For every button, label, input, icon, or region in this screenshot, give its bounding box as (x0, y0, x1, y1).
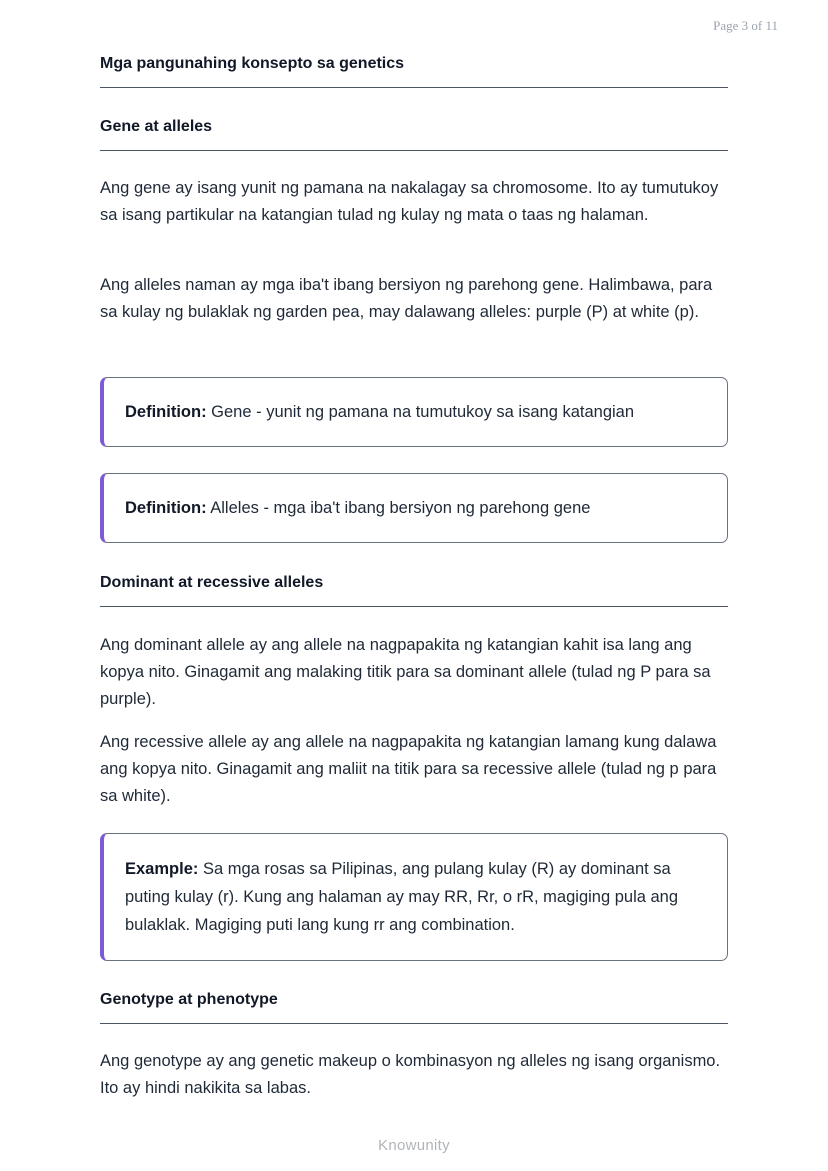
paragraph: Ang alleles naman ay mga iba't ibang bersiyon ng parehong gene. Halimbawa, para sa kulay ng bulaklak ng garden pea, may dalawang alleles: purple (P) at white (p). (100, 276, 713, 321)
section-heading-gene-alleles: Gene at alleles (100, 117, 728, 151)
page-title: Mga pangunahing konsepto sa genetics (100, 54, 728, 88)
callout-text: Gene - yunit ng pamana na tumutukoy sa isang katangian (211, 403, 635, 421)
example-callout (100, 833, 728, 961)
callout-label: Definition: (125, 403, 207, 421)
page-indicator: Page 3 of 11 (713, 18, 778, 33)
callout-label: Definition: (125, 499, 207, 517)
paragraph: Ang gene ay isang yunit ng pamana na nakalagay sa chromosome. Ito ay tumutukoy sa isang partikular na katangian tulad ng kulay ng mata o taas ng halaman. (100, 179, 719, 224)
section-heading-genotype-phenotype: Genotype at phenotype (100, 990, 728, 1024)
footer-brand: Knowunity (378, 1137, 450, 1154)
paragraph: Ang recessive allele ay ang allele na nagpapakita ng katangian lamang kung dalawa ang kopya nito. Ginagamit ang maliit na titik para sa recessive allele (tulad ng p para sa white). (100, 733, 717, 805)
definition-callout-gene (100, 377, 728, 447)
section-heading-dominant-recessive: Dominant at recessive alleles (100, 573, 728, 607)
paragraph: Ang dominant allele ay ang allele na nagpapakita ng katangian kahit isa lang ang kopya nito. Ginagamit ang malaking titik para sa dominant allele (tulad ng P para sa purple). (100, 636, 711, 708)
callout-label: Example: (125, 860, 199, 878)
callout-text: Sa mga rosas sa Pilipinas, ang pulang kulay (R) ay dominant sa puting kulay (r). Kung ang halaman ay may RR, Rr, o rR, magiging pula ang bulaklak. Magiging puti lang kung rr ang combination. (125, 860, 679, 934)
callout-text: Alleles - mga iba't ibang bersiyon ng parehong gene (210, 499, 591, 517)
definition-callout-alleles (100, 473, 728, 543)
paragraph: Ang genotype ay ang genetic makeup o kombinasyon ng alleles ng isang organismo. Ito ay hindi nakikita sa labas. (100, 1052, 721, 1097)
